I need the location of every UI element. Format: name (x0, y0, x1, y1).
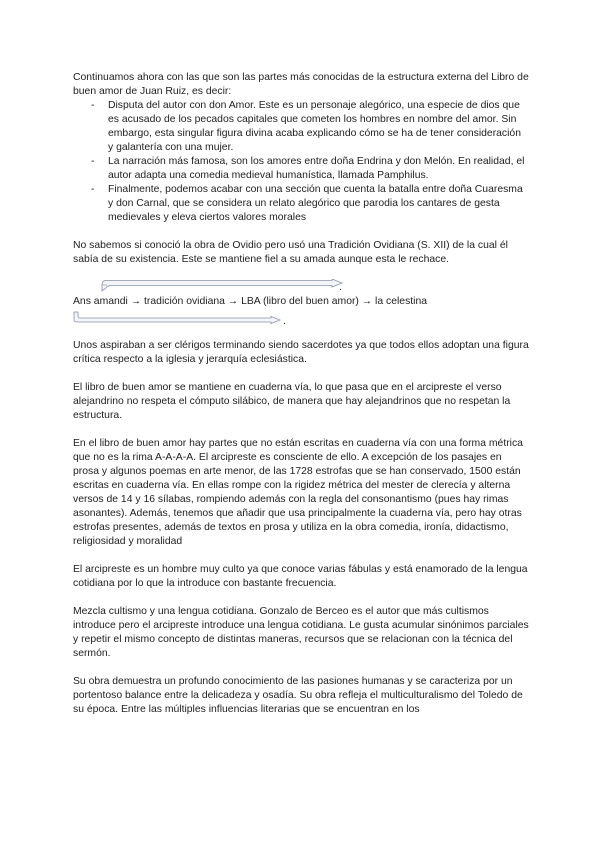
ovidio-paragraph: No sabemos si conoció la obra de Ovidio pero usó una Tradición Ovidiana (S. XII) de la cual él sabía de su existencia. Este se mantiene fiel a su amada aunque esta le rechace. (73, 240, 508, 265)
list-item: - Finalmente, podemos acabar con una sección que cuenta la batalla entre doña Cuaresma y don Carnal, que se considera un relato alegórico que parodia los cantares de gesta medievales y eleva ciertos valores morales (91, 183, 529, 225)
tradition-chain: Ans amandi → tradición ovidiana → LBA (libro del buen amor) → la celestina (73, 296, 428, 307)
arrow-top-row (73, 275, 529, 295)
clerigos-paragraph: Unos aspiraban a ser clérigos terminando siendo sacerdotes ya que todos ellos adoptan una figura crítica respecto a la iglesia y jerarquía eclesiástica. (73, 340, 529, 365)
structure-list (73, 99, 529, 225)
pasiones-paragraph: Su obra demuestra un profundo conocimiento de las pasiones humanas y se caracteriza por un portentoso balance entre la delicadeza y osadía. Su obra refleja el multiculturalismo del Toledo de su época. Entre las múltiples influencias literarias que se encuentran en los (73, 676, 523, 715)
arrow-bottom-row (73, 309, 529, 329)
metrica-paragraph: En el libro de buen amor hay partes que no están escritas en cuaderna vía con una forma métrica que no es la rima A-A-A-A. El arcipreste es consciente de ello. A excepción de los pasajes en prosa y algunos poemas en arte menor, de las 1728 estrofas que se han conservado, 1500 están escritas en cuaderna vía. En ellas rompe con la rigidez métrica del mester de clerecía y alterna versos de 14 y 16 sílabas, rompiendo además con la regla del consonantismo (pues hay rimas asonantes). Además, tenemos que añadir que usa principalmente la cuaderna vía, pero hay otras estrofas presentes, además de textos en prosa y utiliza en la obra comedia, ironía, didactismo, religiosidad y moralidad (73, 438, 523, 547)
list-item: - La narración más famosa, son los amores entre doña Endrina y don Melón. En realidad, el autor adapta una comedia medieval humanística, llamada Pamphilus. (91, 155, 529, 183)
cuaderna-paragraph: El libro de buen amor se mantiene en cuaderna vía, lo que pasa que en el arcipreste el verso alejandrino no respeta el cómputo silábico, de manera que hay alejandrinos que no respetan la estructura. (73, 382, 511, 421)
right-arrow-shape (101, 279, 345, 293)
arrow-bottom-mark: . (283, 316, 286, 327)
culto-paragraph: El arcipreste es un hombre muy culto ya que conoce varias fábulas y está enamorado de la lengua cotidiana por lo que la introduce con bastante frecuencia. (73, 564, 528, 589)
document-page (73, 71, 529, 717)
intro-paragraph: Continuamos ahora con las que son las partes más conocidas de la estructura externa del Libro de buen amor de Juan Ruiz, es decir: (73, 72, 529, 97)
cultismo-paragraph: Mezcla cultismo y una lengua cotidiana. Gonzalo de Berceo es el autor que más cultismos introduce pero el arcipreste introduce una lengua cotidiana. Le gusta acumular sinónimos parciales y repetir el mismo concepto de distintas maneras, recursos que se relacionan con la técnica del sermón. (73, 606, 529, 659)
arrow-top-mark: . (339, 282, 342, 293)
list-item: - Disputa del autor con don Amor. Este es un personaje alegórico, una especie de dios que es acusado de los pecados capitales que cometen los hombres en nombre del amor. Sin embargo, esta singular figura divina acaba explicando cómo se ha de tener consideración y galantería con una mujer. (91, 99, 529, 155)
left-corner-arrow-shape (73, 311, 281, 325)
